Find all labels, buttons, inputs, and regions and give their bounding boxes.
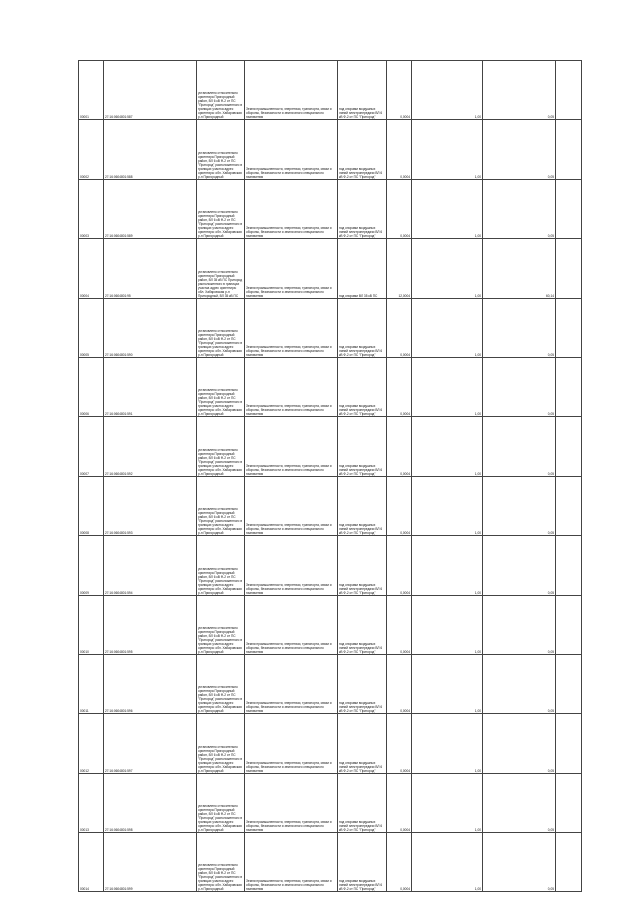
rate-cell: 0,05 [483,357,556,416]
table-row [79,595,582,654]
sum-cell [556,120,582,179]
land-category-cell: Земли промышленности, энергетики, транспорта, связи и обороны, безопасности и земли иного специального назначения [245,417,338,476]
permitted-use-cell: под опорами воздушных линий электропередачи ВЛ 6 кВ Ф-2 от ПС "Пригород" [338,714,387,773]
cadastral-number-cell: 27:16:0604801:95 [104,239,197,298]
permitted-use-cell: под опорами воздушных линий электропередачи ВЛ 6 кВ Ф-2 от ПС "Пригород" [338,417,387,476]
land-category-cell: Земли промышленности, энергетики, транспорта, связи и обороны, безопасности и земли иного специального назначения [245,714,338,773]
row-number-cell: 00012 [79,714,104,773]
sum-cell [556,239,582,298]
area-cell: 0,0004 [387,595,412,654]
location-cell: установлено относительно ориентира Пригородный район, ВЛ 6 кВ Ф-2 от ПС "Пригород" расположенного в границах участка адрес ориентира: обл. Хабаровская р-н Пригородный [197,61,245,120]
permitted-use-cell: под опорами воздушных линий электропередачи ВЛ 6 кВ Ф-2 от ПС "Пригород" [338,595,387,654]
table-row [79,239,582,298]
land-category-cell: Земли промышленности, энергетики, транспорта, связи и обороны, безопасности и земли иного специального назначения [245,536,338,595]
rate-cell: 60,14 [483,239,556,298]
land-plot-register-table [78,60,582,892]
sum-cell [556,298,582,357]
area-cell: 0,0004 [387,120,412,179]
table-row [79,298,582,357]
land-category-cell: Земли промышленности, энергетики, транспорта, связи и обороны, безопасности и земли иного специального назначения [245,61,338,120]
register-table-body [79,61,582,892]
row-number-cell: 00014 [79,833,104,892]
sum-cell [556,714,582,773]
land-category-cell: Земли промышленности, энергетики, транспорта, связи и обороны, безопасности и земли иного специального назначения [245,357,338,416]
ratio-cell: 1,00 [412,833,483,892]
land-category-cell: Земли промышленности, энергетики, транспорта, связи и обороны, безопасности и земли иного специального назначения [245,833,338,892]
rate-cell: 0,05 [483,773,556,832]
permitted-use-cell: под опорами воздушных линий электропередачи ВЛ 6 кВ Ф-2 от ПС "Пригород" [338,298,387,357]
sum-cell [556,595,582,654]
cadastral-number-cell: 27:16:0604801:594 [104,536,197,595]
area-cell: 0,0004 [387,179,412,238]
row-number-cell: 00013 [79,773,104,832]
area-cell: 0,0004 [387,833,412,892]
land-category-cell: Земли промышленности, энергетики, транспорта, связи и обороны, безопасности и земли иного специального назначения [245,595,338,654]
ratio-cell: 1,00 [412,773,483,832]
ratio-cell: 1,00 [412,536,483,595]
cadastral-number-cell: 27:16:0604801:589 [104,179,197,238]
row-number-cell: 00002 [79,120,104,179]
sum-cell [556,476,582,535]
permitted-use-cell: под опорами воздушных линий электропередачи ВЛ 6 кВ Ф-2 от ПС "Пригород" [338,476,387,535]
area-cell: 12,0004 [387,239,412,298]
cadastral-number-cell: 27:16:0604801:597 [104,714,197,773]
cadastral-number-cell: 27:16:0604801:587 [104,61,197,120]
table-row [79,773,582,832]
area-cell: 0,0004 [387,357,412,416]
cadastral-number-cell: 27:16:0604801:592 [104,417,197,476]
ratio-cell: 1,00 [412,239,483,298]
permitted-use-cell: под опорами ВЛ 35 кВ ПС [338,239,387,298]
rate-cell: 0,05 [483,595,556,654]
location-cell: установлено относительно ориентира Пригородный район, ВЛ 6 кВ Ф-2 от ПС "Пригород" расположенного в границах участка адрес ориентира: обл. Хабаровская р-н Пригородный [197,595,245,654]
cadastral-number-cell: 27:16:0604801:588 [104,120,197,179]
ratio-cell: 1,00 [412,357,483,416]
land-category-cell: Земли промышленности, энергетики, транспорта, связи и обороны, безопасности и земли иного специального назначения [245,654,338,713]
cadastral-number-cell: 27:16:0604801:598 [104,773,197,832]
table-row [79,654,582,713]
rate-cell: 0,05 [483,298,556,357]
location-cell: установлено относительно ориентира Пригородный район, ВЛ 6 кВ Ф-2 от ПС "Пригород" расположенного в границах участка адрес ориентира: обл. Хабаровская р-н Пригородный [197,476,245,535]
area-cell: 0,0004 [387,773,412,832]
cadastral-number-cell: 27:16:0604801:596 [104,654,197,713]
ratio-cell: 1,00 [412,417,483,476]
rate-cell: 0,05 [483,179,556,238]
row-number-cell: 00010 [79,595,104,654]
location-cell: установлено относительно ориентира Пригородный район, ВЛ 6 кВ Ф-2 от ПС "Пригород" расположенного в границах участка адрес ориентира: обл. Хабаровская р-н Пригородный [197,179,245,238]
area-cell: 0,0004 [387,417,412,476]
land-category-cell: Земли промышленности, энергетики, транспорта, связи и обороны, безопасности и земли иного специального назначения [245,120,338,179]
row-number-cell: 00007 [79,417,104,476]
ratio-cell: 1,00 [412,179,483,238]
ratio-cell: 1,00 [412,120,483,179]
permitted-use-cell: под опорами воздушных линий электропередачи ВЛ 6 кВ Ф-2 от ПС "Пригород" [338,120,387,179]
area-cell: 0,0004 [387,298,412,357]
table-row [79,417,582,476]
location-cell: установлено относительно ориентира Пригородный район, ВЛ 6 кВ Ф-2 от ПС "Пригород" расположенного в границах участка адрес ориентира: обл. Хабаровская р-н Пригородный [197,773,245,832]
rate-cell: 0,05 [483,61,556,120]
rate-cell: 0,05 [483,714,556,773]
location-cell: установлено относительно ориентира Пригородный район, ВЛ 6 кВ Ф-2 от ПС "Пригород" расположенного в границах участка адрес ориентира: обл. Хабаровская р-н Пригородный [197,417,245,476]
location-cell: установлено относительно ориентира Пригородный район, ВЛ 6 кВ Ф-2 от ПС "Пригород" расположенного в границах участка адрес ориентира: обл. Хабаровская р-н Пригородный [197,654,245,713]
row-number-cell: 00009 [79,536,104,595]
sum-cell [556,773,582,832]
land-category-cell: Земли промышленности, энергетики, транспорта, связи и обороны, безопасности и земли иного специального назначения [245,773,338,832]
area-cell: 0,0004 [387,714,412,773]
area-cell: 0,0004 [387,536,412,595]
permitted-use-cell: под опорами воздушных линий электропередачи ВЛ 6 кВ Ф-2 от ПС "Пригород" [338,357,387,416]
table-row [79,714,582,773]
table-row [79,833,582,892]
ratio-cell: 1,00 [412,654,483,713]
ratio-cell: 1,00 [412,476,483,535]
location-cell: установлено относительно ориентира Пригородный район, ВЛ 35 кВ ПС Пригород расположенного в границах участка адрес ориентира: обл. Хабаровская р-н Пригородный, ВЛ 35 кВ ПС [197,239,245,298]
permitted-use-cell: под опорами воздушных линий электропередачи ВЛ 6 кВ Ф-2 от ПС "Пригород" [338,61,387,120]
table-row [79,357,582,416]
table-row [79,536,582,595]
sum-cell [556,179,582,238]
cadastral-number-cell: 27:16:0604801:590 [104,298,197,357]
location-cell: установлено относительно ориентира Пригородный район, ВЛ 6 кВ Ф-2 от ПС "Пригород" расположенного в границах участка адрес ориентира: обл. Хабаровская р-н Пригородный [197,833,245,892]
row-number-cell: 00004 [79,239,104,298]
sum-cell [556,654,582,713]
cadastral-number-cell: 27:16:0604801:593 [104,476,197,535]
table-row [79,179,582,238]
sum-cell [556,536,582,595]
rate-cell: 0,05 [483,476,556,535]
area-cell: 0,0004 [387,476,412,535]
sum-cell [556,833,582,892]
land-category-cell: Земли промышленности, энергетики, транспорта, связи и обороны, безопасности и земли иного специального назначения [245,179,338,238]
location-cell: установлено относительно ориентира Пригородный район, ВЛ 6 кВ Ф-2 от ПС "Пригород" расположенного в границах участка адрес ориентира: обл. Хабаровская р-н Пригородный [197,357,245,416]
table-row [79,120,582,179]
cadastral-number-cell: 27:16:0604801:591 [104,357,197,416]
sum-cell [556,357,582,416]
permitted-use-cell: под опорами воздушных линий электропередачи ВЛ 6 кВ Ф-2 от ПС "Пригород" [338,773,387,832]
row-number-cell: 00003 [79,179,104,238]
rate-cell: 0,05 [483,120,556,179]
location-cell: установлено относительно ориентира Пригородный район, ВЛ 6 кВ Ф-2 от ПС "Пригород" расположенного в границах участка адрес ориентира: обл. Хабаровская р-н Пригородный [197,536,245,595]
row-number-cell: 00006 [79,357,104,416]
location-cell: установлено относительно ориентира Пригородный район, ВЛ 6 кВ Ф-2 от ПС "Пригород" расположенного в границах участка адрес ориентира: обл. Хабаровская р-н Пригородный [197,298,245,357]
permitted-use-cell: под опорами воздушных линий электропередачи ВЛ 6 кВ Ф-2 от ПС "Пригород" [338,833,387,892]
land-category-cell: Земли промышленности, энергетики, транспорта, связи и обороны, безопасности и земли иного специального назначения [245,476,338,535]
rate-cell: 0,05 [483,654,556,713]
area-cell: 0,0004 [387,654,412,713]
row-number-cell: 00005 [79,298,104,357]
rate-cell: 0,05 [483,536,556,595]
location-cell: установлено относительно ориентира Пригородный район, ВЛ 6 кВ Ф-2 от ПС "Пригород" расположенного в границах участка адрес ориентира: обл. Хабаровская р-н Пригородный [197,714,245,773]
permitted-use-cell: под опорами воздушных линий электропередачи ВЛ 6 кВ Ф-2 от ПС "Пригород" [338,179,387,238]
land-category-cell: Земли промышленности, энергетики, транспорта, связи и обороны, безопасности и земли иного специального назначения [245,298,338,357]
table-row [79,476,582,535]
rate-cell: 0,05 [483,833,556,892]
ratio-cell: 1,00 [412,61,483,120]
ratio-cell: 1,00 [412,298,483,357]
cadastral-number-cell: 27:16:0604801:595 [104,595,197,654]
table-row [79,61,582,120]
ratio-cell: 1,00 [412,595,483,654]
row-number-cell: 00008 [79,476,104,535]
row-number-cell: 00001 [79,61,104,120]
rate-cell: 0,05 [483,417,556,476]
land-category-cell: Земли промышленности, энергетики, транспорта, связи и обороны, безопасности и земли иного специального назначения [245,239,338,298]
sum-cell [556,417,582,476]
permitted-use-cell: под опорами воздушных линий электропередачи ВЛ 6 кВ Ф-2 от ПС "Пригород" [338,654,387,713]
permitted-use-cell: под опорами воздушных линий электропередачи ВЛ 6 кВ Ф-2 от ПС "Пригород" [338,536,387,595]
row-number-cell: 00011 [79,654,104,713]
sum-cell [556,61,582,120]
cadastral-number-cell: 27:16:0604801:599 [104,833,197,892]
area-cell: 0,0004 [387,61,412,120]
location-cell: установлено относительно ориентира Пригородный район, ВЛ 6 кВ Ф-2 от ПС "Пригород" расположенного в границах участка адрес ориентира: обл. Хабаровская р-н Пригородный [197,120,245,179]
ratio-cell: 1,00 [412,714,483,773]
